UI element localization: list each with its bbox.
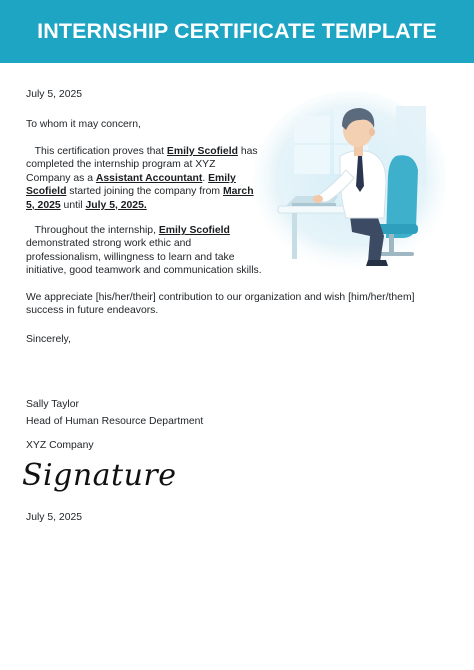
signature-date: July 5, 2025 (26, 512, 83, 523)
letter-greeting: To whom it may concern, (26, 119, 141, 130)
para1-text-5: until (60, 199, 86, 211)
intern-name: Emily Scofield (166, 146, 238, 157)
certificate-title: INTERNSHIP CERTIFICATE TEMPLATE (37, 19, 437, 43)
para1-text-2: has completed the internship program at XYZ Company as a (26, 146, 258, 184)
performance-paragraph (26, 224, 262, 278)
letter-date: July 5, 2025 (26, 89, 83, 100)
signature: Signature (22, 458, 177, 493)
signer-role: Head of Human Resource Department (26, 416, 204, 427)
intern-position: Assistant Accountant (95, 172, 203, 184)
appreciation-paragraph: We appreciate [his/her/their] contribution to our organization and wish [him/her/them] success in future endeavors. (26, 292, 415, 317)
intern-name-3: Emily Scofield (158, 225, 230, 236)
company-name: XYZ Company (26, 440, 94, 451)
end-date: July 5, 2025. (85, 199, 147, 211)
para1-text-4: started joining the company from (66, 186, 223, 198)
para2-text-2: demonstrated strong work ethic and professionalism, willingness to learn and take initiative, good teamwork and communication skills. (26, 238, 262, 277)
intern-name-2: Emily Scofield (26, 172, 236, 198)
signer-name: Sally Taylor (26, 399, 79, 410)
certification-paragraph (26, 145, 262, 212)
start-date: March 5, 2025 (26, 186, 254, 211)
office-worker-at-desk-illustration (246, 86, 446, 271)
para1-text-3: . (202, 172, 209, 184)
para1-text-1: This certification proves that (34, 146, 167, 157)
para2-text-1: Throughout the internship, (34, 225, 159, 236)
closing: Sincerely, (26, 334, 71, 345)
certificate-header (0, 0, 474, 63)
